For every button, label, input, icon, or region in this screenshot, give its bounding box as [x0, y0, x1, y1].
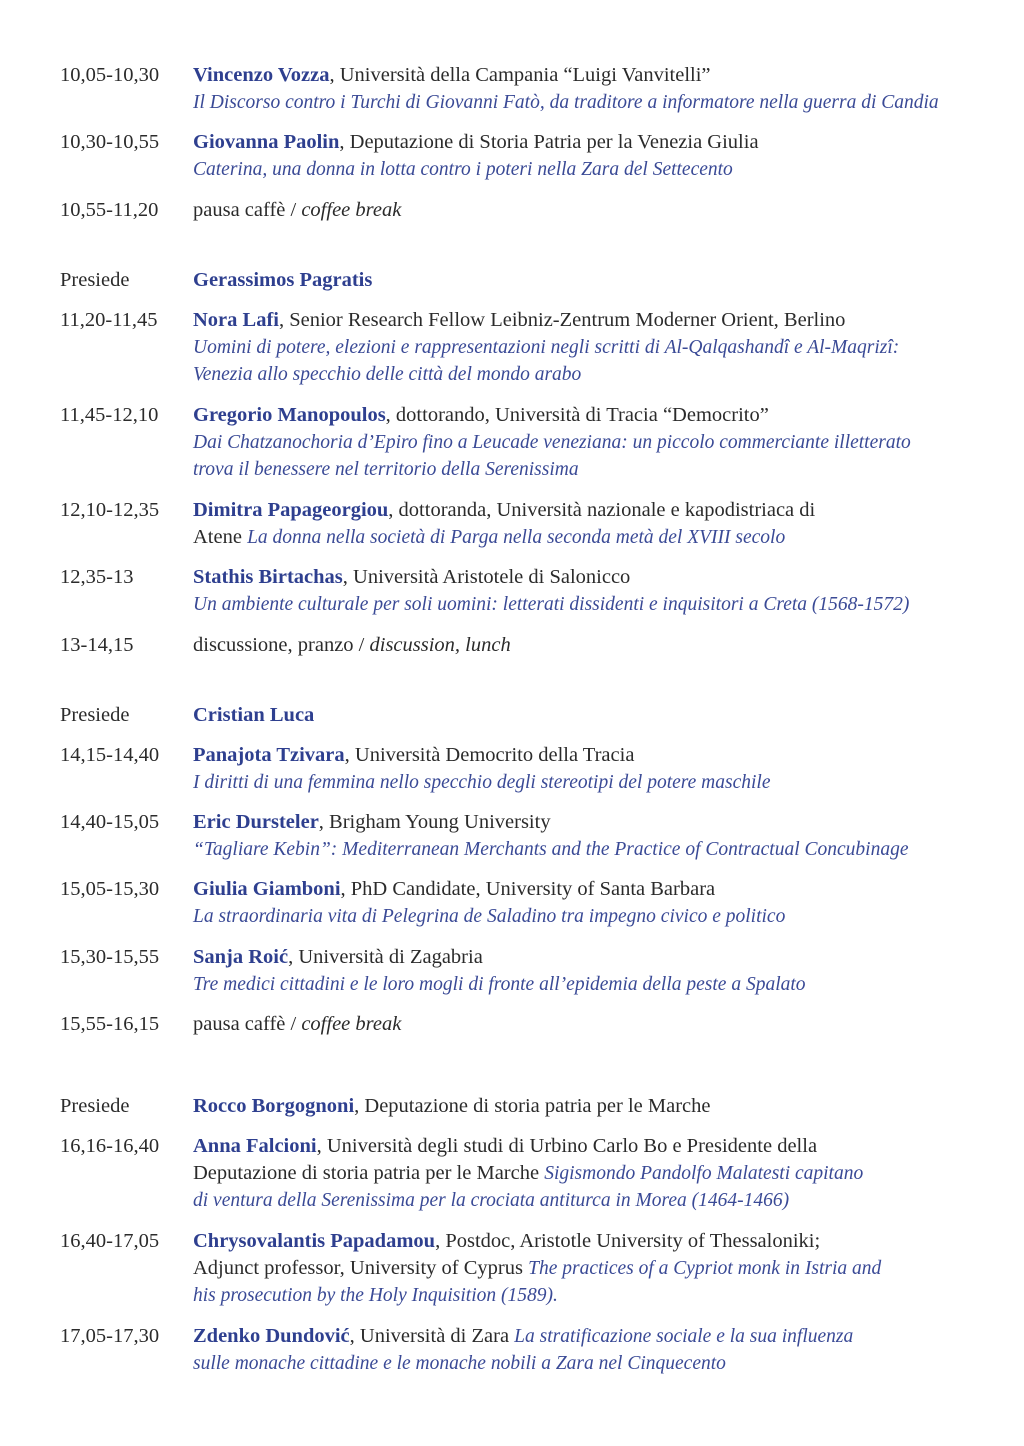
talk-title: La donna nella società di Parga nella seconda metà del XVIII secolo — [247, 527, 786, 548]
speaker-name: Panajota Tzivara — [193, 744, 345, 766]
chair-label: Presiede — [60, 1095, 130, 1117]
break-label-en: discussion, lunch — [369, 634, 511, 656]
talk-title: I diritti di una femmina nello specchio degli stereotipi del potere maschile — [193, 772, 771, 793]
affiliation-and-title — [193, 1255, 965, 1282]
chair-name: Gerassimos Pagratis — [193, 269, 373, 291]
speaker-name: Sanja Roić — [193, 946, 289, 968]
talk-title: “Tagliare Kebin”: Mediterranean Merchants and the Practice of Contractual Concubinage — [193, 839, 909, 860]
program-entry — [60, 307, 965, 388]
program-entry — [60, 1323, 965, 1377]
program-entry — [60, 876, 965, 930]
speaker-name: Zdenko Dundović — [193, 1325, 350, 1347]
time-slot: 13-14,15 — [60, 634, 134, 656]
talk-title: La straordinaria vita di Pelegrina de Saladino tra impegno civico e politico — [193, 906, 786, 927]
speaker-line — [193, 742, 965, 769]
break-entry — [60, 632, 965, 659]
program-entry — [60, 1228, 965, 1309]
program-entry — [60, 402, 965, 483]
chair-name: Cristian Luca — [193, 704, 315, 726]
speaker-affiliation: , Università Democrito della Tracia — [344, 744, 635, 766]
speaker-line — [193, 129, 965, 156]
time-slot: 11,20-11,45 — [60, 309, 158, 331]
talk-title: Caterina, una donna in lotta contro i poteri nella Zara del Settecento — [193, 159, 733, 180]
talk-title: The practices of a Cypriot monk in Istria and — [528, 1258, 882, 1279]
speaker-line — [193, 564, 965, 591]
session-chair — [60, 702, 965, 729]
chair-label: Presiede — [60, 269, 130, 291]
chair-affiliation: , Deputazione di storia patria per le Marche — [354, 1095, 711, 1117]
time-slot: 15,05-15,30 — [60, 878, 160, 900]
break-label: discussione, pranzo / — [193, 634, 370, 656]
time-slot: 10,05-10,30 — [60, 64, 160, 86]
speaker-affiliation-cont: Atene — [193, 526, 248, 548]
break-entry — [60, 197, 965, 224]
program-entry — [60, 497, 965, 551]
program-entry — [60, 742, 965, 796]
affiliation-and-title — [193, 1160, 965, 1187]
talk-title: La stratificazione sociale e la sua influenza — [514, 1326, 854, 1347]
speaker-name: Nora Lafi — [193, 309, 279, 331]
program-entry — [60, 944, 965, 998]
speaker-line — [193, 1323, 965, 1350]
time-slot: 10,30-10,55 — [60, 131, 160, 153]
speaker-name: Chrysovalantis Papadamou — [193, 1230, 436, 1252]
time-slot: 16,40-17,05 — [60, 1230, 160, 1252]
program-entry — [60, 809, 965, 863]
talk-title-cont: his prosecution by the Holy Inquisition (1589). — [193, 1285, 558, 1306]
speaker-line — [193, 944, 965, 971]
break-label-en: coffee break — [301, 199, 402, 221]
chair-label: Presiede — [60, 704, 130, 726]
speaker-line — [193, 876, 965, 903]
speaker-affiliation: , Postdoc, Aristotle University of Thessaloniki; — [435, 1230, 821, 1252]
speaker-affiliation-cont: Deputazione di storia patria per le Marche — [193, 1162, 545, 1184]
speaker-line — [193, 1133, 965, 1160]
program-entry — [60, 62, 965, 116]
break-label: pausa caffè / — [193, 1013, 302, 1035]
break-label: pausa caffè / — [193, 199, 302, 221]
speaker-affiliation: , Università di Zara — [349, 1325, 515, 1347]
talk-title-cont: Venezia allo specchio delle città del mondo arabo — [193, 364, 582, 385]
speaker-line — [193, 62, 965, 89]
time-slot: 10,55-11,20 — [60, 199, 159, 221]
speaker-affiliation: , Università di Zagabria — [288, 946, 483, 968]
time-slot: 15,55-16,15 — [60, 1013, 160, 1035]
session-chair — [60, 267, 965, 294]
program-entry — [60, 564, 965, 618]
chair-name: Rocco Borgognoni — [193, 1095, 355, 1117]
speaker-name: Anna Falcioni — [193, 1135, 317, 1157]
speaker-name: Stathis Birtachas — [193, 566, 343, 588]
time-slot: 15,30-15,55 — [60, 946, 160, 968]
time-slot: 14,40-15,05 — [60, 811, 160, 833]
speaker-affiliation: , Deputazione di Storia Patria per la Venezia Giulia — [339, 131, 759, 153]
speaker-affiliation: , Università Aristotele di Salonicco — [342, 566, 631, 588]
talk-title: Sigismondo Pandolfo Malatesti capitano — [544, 1163, 864, 1184]
talk-title: Uomini di potere, elezioni e rappresentazioni negli scritti di Al-Qalqashandî e Al-Maqrizî: — [193, 337, 900, 358]
time-slot: 12,10-12,35 — [60, 499, 160, 521]
speaker-name: Eric Dursteler — [193, 811, 319, 833]
time-slot: 14,15-14,40 — [60, 744, 160, 766]
time-slot: 12,35-13 — [60, 566, 134, 588]
program-entry — [60, 129, 965, 183]
time-slot: 17,05-17,30 — [60, 1325, 160, 1347]
talk-title: Un ambiente culturale per soli uomini: letterati dissidenti e inquisitori a Creta (1568-1572) — [193, 594, 910, 615]
program-entry — [60, 1133, 965, 1214]
speaker-name: Giulia Giamboni — [193, 878, 341, 900]
speaker-affiliation-cont: Adjunct professor, University of Cyprus — [193, 1257, 529, 1279]
talk-title: Tre medici cittadini e le loro mogli di fronte all’epidemia della peste a Spalato — [193, 974, 806, 995]
speaker-line — [193, 1228, 965, 1255]
speaker-name: Dimitra Papageorgiou — [193, 499, 389, 521]
speaker-affiliation: , Brigham Young University — [318, 811, 551, 833]
speaker-affiliation: , PhD Candidate, University of Santa Barbara — [340, 878, 716, 900]
session-chair — [60, 1093, 965, 1120]
talk-title-cont: trova il benessere nel territorio della Serenissima — [193, 459, 579, 480]
speaker-name: Giovanna Paolin — [193, 131, 340, 153]
break-entry — [60, 1011, 965, 1038]
speaker-affiliation: , Senior Research Fellow Leibniz-Zentrum Moderner Orient, Berlino — [278, 309, 846, 331]
talk-title-cont: sulle monache cittadine e le monache nobili a Zara nel Cinquecento — [193, 1353, 726, 1374]
talk-title-cont: di ventura della Serenissima per la crociata antiturca in Morea (1464-1466) — [193, 1190, 790, 1211]
speaker-affiliation: , dottoranda, Università nazionale e kapodistriaca di — [388, 499, 816, 521]
talk-title: Dai Chatzanochoria d’Epiro fino a Leucade veneziana: un piccolo commerciante illetterato — [193, 432, 911, 453]
speaker-line — [193, 809, 965, 836]
affiliation-and-title — [193, 524, 965, 551]
speaker-name: Gregorio Manopoulos — [193, 404, 386, 426]
speaker-line — [193, 307, 965, 334]
break-label-en: coffee break — [301, 1013, 402, 1035]
speaker-name: Vincenzo Vozza — [193, 64, 330, 86]
speaker-line — [193, 402, 965, 429]
time-slot: 16,16-16,40 — [60, 1135, 160, 1157]
speaker-line — [193, 497, 965, 524]
speaker-affiliation: , Università degli studi di Urbino Carlo Bo e Presidente della — [316, 1135, 818, 1157]
speaker-affiliation: , Università della Campania “Luigi Vanvitelli” — [329, 64, 711, 86]
time-slot: 11,45-12,10 — [60, 404, 159, 426]
speaker-affiliation: , dottorando, Università di Tracia “Democrito” — [385, 404, 769, 426]
talk-title: Il Discorso contro i Turchi di Giovanni Fatò, da traditore a informatore nella guerra di Candia — [193, 92, 939, 113]
